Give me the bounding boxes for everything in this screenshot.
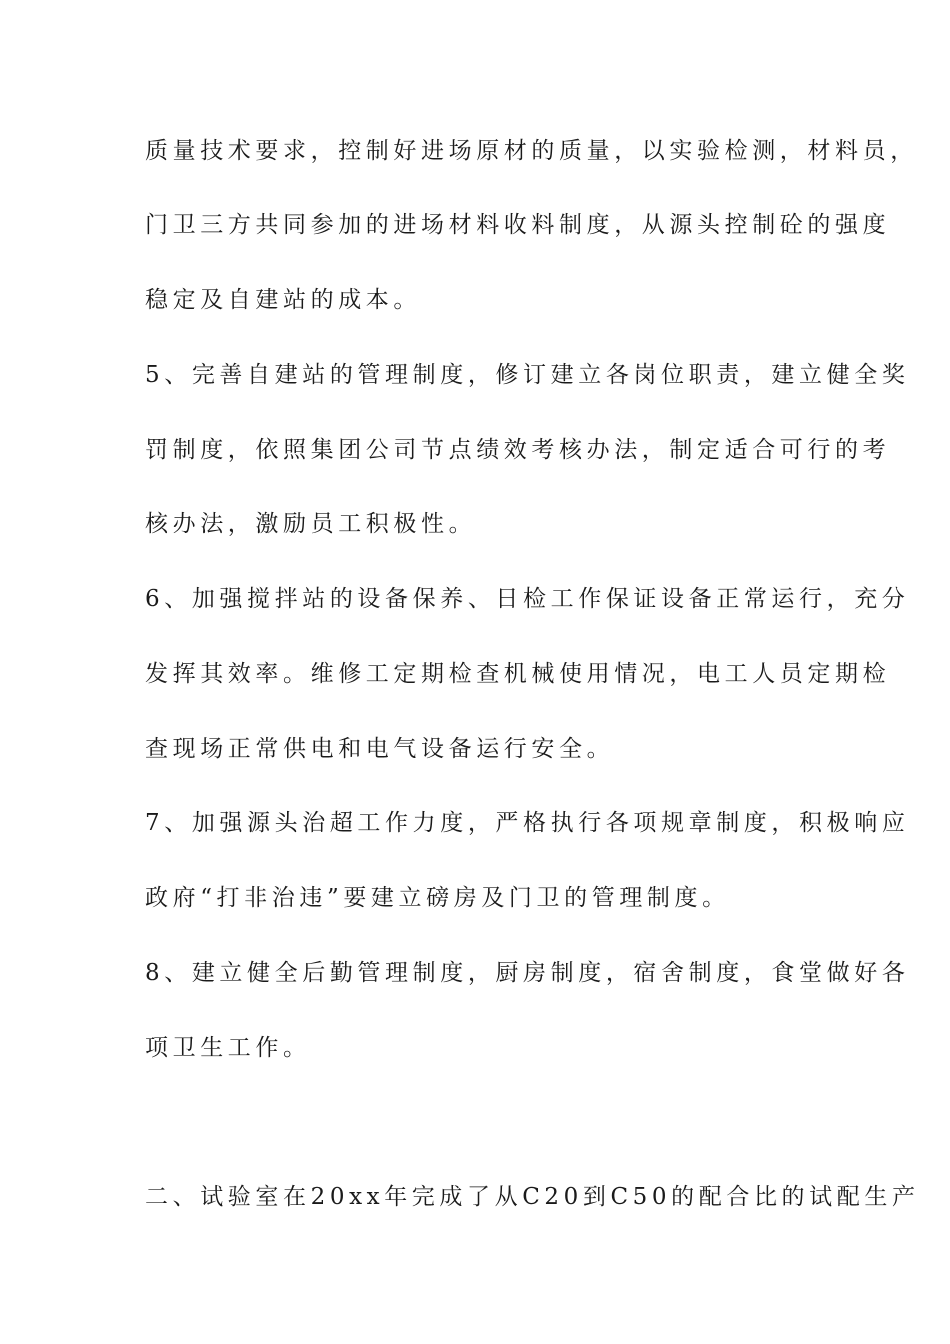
text-line: 政府“打非治违”要建立磅房及门卫的管理制度。 [145,885,730,911]
text-line: 查现场正常供电和电气设备运行安全。 [145,736,615,762]
text-line: 核办法，激励员工积极性。 [145,511,477,537]
text-line: 7、加强源头治超工作力度，严格执行各项规章制度，积极响应 [145,810,910,836]
text-line: 项卫生工作。 [145,1035,311,1061]
text-line: 质量技术要求，控制好进场原材的质量，以实验检测，材料员， [145,138,918,164]
text-line: 8、建立健全后勤管理制度，厨房制度，宿舍制度，食堂做好各 [145,960,910,986]
text-line: 二、试验室在20xx年完成了从C20到C50的配合比的试配生产 [145,1184,920,1210]
text-line: 发挥其效率。维修工定期检查机械使用情况，电工人员定期检 [145,661,891,687]
text-line: 门卫三方共同参加的进场材料收料制度，从源头控制砼的强度 [145,212,891,238]
text-line: 5、完善自建站的管理制度，修订建立各岗位职责，建立健全奖 [145,362,910,388]
text-line: 稳定及自建站的成本。 [145,287,421,313]
text-line: 6、加强搅拌站的设备保养、日检工作保证设备正常运行，充分 [145,586,910,612]
text-line: 罚制度，依照集团公司节点绩效考核办法，制定适合可行的考 [145,437,891,463]
